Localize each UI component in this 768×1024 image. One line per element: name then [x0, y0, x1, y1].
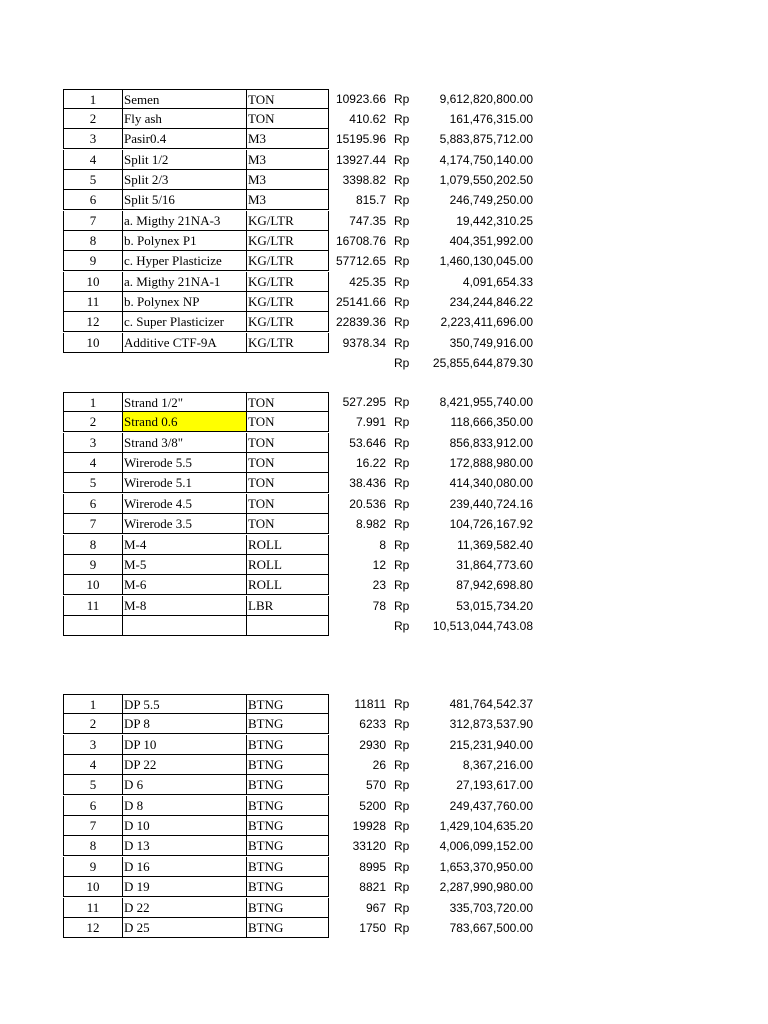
currency-label: Rp — [394, 456, 410, 470]
table-row[interactable] — [0, 109, 768, 129]
currency-label: Rp — [394, 132, 410, 146]
item-quantity: 967 — [365, 901, 386, 915]
item-quantity: 1750 — [359, 921, 386, 935]
item-quantity: 3398.82 — [342, 173, 386, 187]
row-number: 6 — [63, 494, 123, 514]
item-amount: 239,440,724.16 — [449, 497, 533, 511]
item-quantity: 2930 — [359, 738, 386, 752]
row-number — [63, 616, 123, 636]
table-row[interactable] — [0, 453, 768, 473]
item-quantity: 8821 — [359, 880, 386, 894]
row-number: 3 — [63, 433, 123, 453]
table-row[interactable] — [0, 898, 768, 918]
item-quantity: 8.982 — [355, 517, 386, 531]
item-amount: 19,442,310.25 — [456, 214, 533, 228]
table-row[interactable] — [0, 333, 768, 353]
row-number: 5 — [63, 170, 123, 190]
item-name: Fly ash — [123, 109, 247, 129]
item-amount: 4,174,750,140.00 — [439, 153, 533, 167]
item-name: M-6 — [123, 575, 247, 595]
currency-label: Rp — [394, 538, 410, 552]
item-amount: 161,476,315.00 — [449, 112, 533, 126]
item-amount: 8,421,955,740.00 — [439, 395, 533, 409]
table-row[interactable] — [0, 857, 768, 877]
item-name: b. Polynex P1 — [123, 231, 247, 251]
table-row[interactable] — [0, 150, 768, 170]
item-name: Strand 3/8" — [123, 433, 247, 453]
item-unit: BTNG — [247, 918, 329, 938]
item-unit: LBR — [247, 596, 329, 616]
item-amount: 53,015,734.20 — [456, 599, 533, 613]
item-name: a. Migthy 21NA-3 — [123, 211, 247, 231]
item-amount: 335,703,720.00 — [449, 901, 533, 915]
item-unit: M3 — [247, 190, 329, 210]
item-name: c. Super Plasticizer — [123, 312, 247, 332]
item-unit: BTNG — [247, 857, 329, 877]
item-name: Wirerode 5.5 — [123, 453, 247, 473]
item-unit: BTNG — [247, 898, 329, 918]
item-name: Additive CTF-9A — [123, 333, 247, 353]
item-amount: 246,749,250.00 — [449, 193, 533, 207]
item-name: D 22 — [123, 898, 247, 918]
currency-label: Rp — [394, 901, 410, 915]
table-row[interactable] — [0, 494, 768, 514]
item-unit: TON — [247, 392, 329, 412]
currency-label: Rp — [394, 153, 410, 167]
row-number: 10 — [63, 877, 123, 897]
currency-label: Rp — [394, 799, 410, 813]
item-name-highlighted: Strand 0.6 — [123, 412, 247, 432]
item-name: D 10 — [123, 816, 247, 836]
currency-label: Rp — [394, 738, 410, 752]
item-unit: KG/LTR — [247, 211, 329, 231]
item-unit: ROLL — [247, 555, 329, 575]
row-number: 12 — [63, 918, 123, 938]
table-row[interactable] — [0, 412, 768, 432]
item-amount: 87,942,698.80 — [456, 578, 533, 592]
table-row[interactable] — [0, 918, 768, 938]
item-quantity: 10923.66 — [335, 92, 386, 106]
currency-label: Rp — [394, 517, 410, 531]
item-quantity: 7.991 — [355, 415, 386, 429]
item-amount: 2,223,411,696.00 — [440, 315, 533, 329]
item-quantity: 8995 — [359, 860, 386, 874]
item-amount: 1,653,370,950.00 — [439, 860, 533, 874]
item-name: Wirerode 3.5 — [123, 514, 247, 534]
item-amount: 27,193,617.00 — [456, 778, 533, 792]
table-row[interactable] — [0, 312, 768, 332]
item-name: c. Hyper Plasticize — [123, 251, 247, 271]
item-quantity: 12 — [372, 558, 386, 572]
item-unit: KG/LTR — [247, 333, 329, 353]
row-number: 6 — [63, 190, 123, 210]
item-amount: 312,873,537.90 — [449, 717, 533, 731]
item-name: Wirerode 4.5 — [123, 494, 247, 514]
item-quantity: 425.35 — [349, 275, 386, 289]
currency-label: Rp — [394, 214, 410, 228]
item-quantity: 9378.34 — [342, 336, 386, 350]
item-quantity: 26 — [372, 758, 386, 772]
currency-label: Rp — [394, 395, 410, 409]
item-name: a. Migthy 21NA-1 — [123, 272, 247, 292]
table-row[interactable] — [0, 575, 768, 595]
item-amount: 104,726,167.92 — [449, 517, 533, 531]
table-row[interactable] — [0, 292, 768, 312]
row-number: 9 — [63, 857, 123, 877]
item-unit — [247, 616, 329, 636]
currency-label: Rp — [394, 860, 410, 874]
currency-label: Rp — [394, 436, 410, 450]
table-row[interactable] — [0, 775, 768, 795]
item-unit: BTNG — [247, 755, 329, 775]
table-row[interactable] — [0, 473, 768, 493]
table-row[interactable] — [0, 596, 768, 616]
currency-label: Rp — [394, 92, 410, 106]
item-quantity: 11811 — [354, 697, 386, 711]
row-number: 10 — [63, 272, 123, 292]
currency-label: Rp — [394, 336, 410, 350]
item-quantity: 53.646 — [349, 436, 386, 450]
table-row[interactable] — [0, 211, 768, 231]
row-number: 2 — [63, 714, 123, 734]
item-quantity: 20.536 — [349, 497, 386, 511]
item-amount: 404,351,992.00 — [449, 234, 533, 248]
item-unit: TON — [247, 453, 329, 473]
item-name — [123, 616, 247, 636]
item-amount: 8,367,216.00 — [462, 758, 533, 772]
item-unit: M3 — [247, 150, 329, 170]
item-name: Split 1/2 — [123, 150, 247, 170]
currency-label: Rp — [394, 921, 410, 935]
row-number: 9 — [63, 555, 123, 575]
item-unit: M3 — [247, 170, 329, 190]
item-name: DP 8 — [123, 714, 247, 734]
item-quantity: 527.295 — [342, 395, 386, 409]
item-quantity: 747.35 — [349, 214, 386, 228]
item-quantity: 16.22 — [355, 456, 386, 470]
table-row[interactable] — [0, 231, 768, 251]
item-name: D 25 — [123, 918, 247, 938]
currency-label: Rp — [394, 275, 410, 289]
table-row[interactable] — [0, 170, 768, 190]
currency-label: Rp — [394, 356, 410, 370]
item-amount: 118,666,350.00 — [450, 415, 533, 429]
currency-label: Rp — [394, 497, 410, 511]
item-name: M-5 — [123, 555, 247, 575]
table-row[interactable] — [0, 190, 768, 210]
currency-label: Rp — [394, 193, 410, 207]
currency-label: Rp — [394, 415, 410, 429]
table-row[interactable] — [0, 89, 768, 109]
row-number: 7 — [63, 816, 123, 836]
currency-label: Rp — [394, 619, 410, 633]
table-row[interactable] — [0, 251, 768, 271]
item-unit: BTNG — [247, 877, 329, 897]
item-amount: 9,612,820,800.00 — [439, 92, 533, 106]
item-quantity: 38.436 — [349, 476, 386, 490]
currency-label: Rp — [394, 819, 410, 833]
item-unit: BTNG — [247, 775, 329, 795]
item-name: DP 22 — [123, 755, 247, 775]
item-quantity: 22839.36 — [335, 315, 386, 329]
row-number: 2 — [63, 109, 123, 129]
item-amount: 414,340,080.00 — [449, 476, 533, 490]
item-amount: 172,888,980.00 — [449, 456, 533, 470]
item-amount: 783,667,500.00 — [449, 921, 533, 935]
item-name: M-4 — [123, 535, 247, 555]
table-row[interactable] — [0, 555, 768, 575]
item-amount: 1,429,104,635.20 — [439, 819, 533, 833]
item-amount: 11,369,582.40 — [457, 538, 533, 552]
item-amount: 1,460,130,045.00 — [439, 254, 533, 268]
row-number: 12 — [63, 312, 123, 332]
item-name: M-8 — [123, 596, 247, 616]
item-name: Pasir0.4 — [123, 129, 247, 149]
item-quantity: 13927.44 — [335, 153, 386, 167]
currency-label: Rp — [394, 599, 410, 613]
row-number: 11 — [63, 596, 123, 616]
item-name: D 13 — [123, 836, 247, 856]
item-name: D 8 — [123, 796, 247, 816]
item-quantity: 5200 — [359, 799, 386, 813]
table-row[interactable] — [0, 433, 768, 453]
item-unit: KG/LTR — [247, 312, 329, 332]
currency-label: Rp — [394, 578, 410, 592]
item-unit: ROLL — [247, 535, 329, 555]
row-number: 8 — [63, 836, 123, 856]
item-quantity: 6233 — [359, 717, 386, 731]
currency-label: Rp — [394, 758, 410, 772]
row-number: 7 — [63, 211, 123, 231]
item-quantity — [329, 616, 387, 636]
table-row[interactable] — [0, 796, 768, 816]
item-name: Split 5/16 — [123, 190, 247, 210]
item-quantity: 78 — [372, 599, 386, 613]
row-number: 10 — [63, 575, 123, 595]
item-amount: 215,231,940.00 — [449, 738, 533, 752]
item-unit: BTNG — [247, 735, 329, 755]
item-unit: KG/LTR — [247, 272, 329, 292]
currency-label: Rp — [394, 315, 410, 329]
item-quantity: 815.7 — [355, 193, 386, 207]
row-number: 7 — [63, 514, 123, 534]
row-number: 3 — [63, 735, 123, 755]
currency-label: Rp — [394, 880, 410, 894]
item-unit: KG/LTR — [247, 292, 329, 312]
row-number: 11 — [63, 898, 123, 918]
table-row[interactable] — [0, 514, 768, 534]
item-unit: M3 — [247, 129, 329, 149]
item-name: DP 5.5 — [123, 694, 247, 714]
item-name: D 19 — [123, 877, 247, 897]
table-row[interactable] — [0, 535, 768, 555]
item-quantity: 33120 — [352, 839, 386, 853]
currency-label: Rp — [394, 254, 410, 268]
table-row[interactable] — [0, 392, 768, 412]
row-number: 4 — [63, 453, 123, 473]
table-row[interactable] — [0, 694, 768, 714]
row-number: 2 — [63, 412, 123, 432]
total-row[interactable] — [0, 616, 768, 636]
row-number: 5 — [63, 473, 123, 493]
table-row[interactable] — [0, 755, 768, 775]
item-unit: BTNG — [247, 796, 329, 816]
table-row[interactable] — [0, 877, 768, 897]
currency-label: Rp — [394, 697, 410, 711]
currency-label: Rp — [394, 112, 410, 126]
item-amount: 4,006,099,152.00 — [439, 839, 533, 853]
currency-label: Rp — [394, 778, 410, 792]
row-number: 4 — [63, 150, 123, 170]
item-quantity: 16708.76 — [335, 234, 386, 248]
row-number: 3 — [63, 129, 123, 149]
item-unit: TON — [247, 494, 329, 514]
table-row[interactable] — [0, 735, 768, 755]
item-name: Semen — [123, 89, 247, 109]
currency-label: Rp — [394, 234, 410, 248]
item-unit: TON — [247, 412, 329, 432]
item-amount: 2,287,990,980.00 — [439, 880, 533, 894]
item-quantity: 8 — [379, 538, 386, 552]
item-unit: KG/LTR — [247, 251, 329, 271]
row-number: 8 — [63, 231, 123, 251]
currency-label: Rp — [394, 173, 410, 187]
row-number: 8 — [63, 535, 123, 555]
table-row[interactable] — [0, 272, 768, 292]
table-row[interactable] — [0, 714, 768, 734]
currency-label: Rp — [394, 717, 410, 731]
item-name: D 6 — [123, 775, 247, 795]
item-unit: TON — [247, 89, 329, 109]
row-number: 9 — [63, 251, 123, 271]
item-name: Wirerode 5.1 — [123, 473, 247, 493]
row-number: 1 — [63, 694, 123, 714]
item-quantity: 23 — [372, 578, 386, 592]
item-amount: 31,864,773.60 — [456, 558, 533, 572]
item-quantity: 15195.96 — [335, 132, 386, 146]
item-name: DP 10 — [123, 735, 247, 755]
item-amount: 5,883,875,712.00 — [439, 132, 533, 146]
item-unit: TON — [247, 514, 329, 534]
item-unit: BTNG — [247, 694, 329, 714]
item-name: D 16 — [123, 857, 247, 877]
total-row[interactable] — [0, 353, 768, 373]
item-amount: 350,749,916.00 — [449, 336, 533, 350]
item-amount: 249,437,760.00 — [449, 799, 533, 813]
item-name: b. Polynex NP — [123, 292, 247, 312]
item-quantity: 19928 — [352, 819, 386, 833]
item-amount: 856,833,912.00 — [449, 436, 533, 450]
table-row[interactable] — [0, 129, 768, 149]
row-number: 6 — [63, 796, 123, 816]
item-amount: 4,091,654.33 — [462, 275, 533, 289]
item-amount: 234,244,846.22 — [449, 295, 533, 309]
item-name: Split 2/3 — [123, 170, 247, 190]
item-quantity: 57712.65 — [335, 254, 386, 268]
table-row[interactable] — [0, 816, 768, 836]
row-number: 5 — [63, 775, 123, 795]
item-amount: 1,079,550,202.50 — [439, 173, 533, 187]
item-unit: TON — [247, 109, 329, 129]
item-unit: TON — [247, 433, 329, 453]
item-name: Strand 1/2" — [123, 392, 247, 412]
item-quantity: 570 — [365, 778, 386, 792]
currency-label: Rp — [394, 476, 410, 490]
currency-label: Rp — [394, 839, 410, 853]
row-number: 10 — [63, 333, 123, 353]
item-unit: BTNG — [247, 836, 329, 856]
item-quantity: 25141.66 — [335, 295, 386, 309]
table-row[interactable] — [0, 836, 768, 856]
item-quantity: 410.62 — [349, 112, 386, 126]
row-number: 1 — [63, 89, 123, 109]
item-unit: ROLL — [247, 575, 329, 595]
currency-label: Rp — [394, 558, 410, 572]
item-amount: 481,764,542.37 — [449, 697, 533, 711]
total-amount: 10,513,044,743.08 — [432, 619, 533, 633]
row-number: 11 — [63, 292, 123, 312]
item-unit: BTNG — [247, 714, 329, 734]
item-unit: TON — [247, 473, 329, 493]
total-amount: 25,855,644,879.30 — [432, 356, 533, 370]
item-unit: KG/LTR — [247, 231, 329, 251]
item-unit: BTNG — [247, 816, 329, 836]
row-number: 4 — [63, 755, 123, 775]
currency-label: Rp — [394, 295, 410, 309]
row-number: 1 — [63, 392, 123, 412]
